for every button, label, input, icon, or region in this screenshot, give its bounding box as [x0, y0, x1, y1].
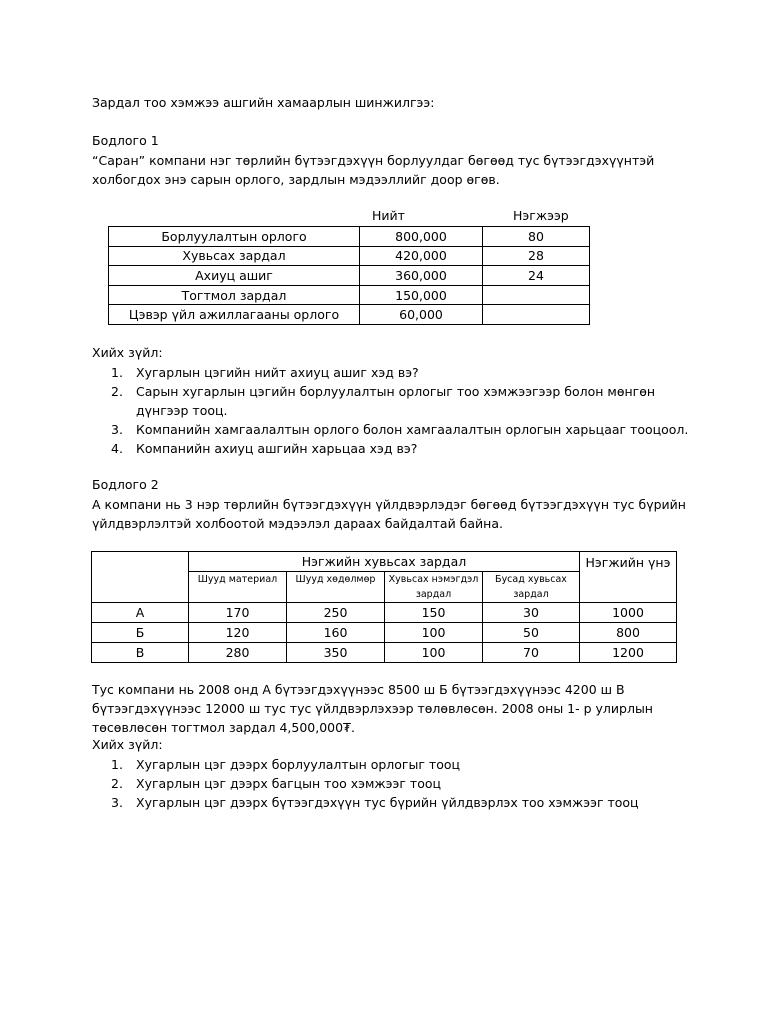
- row-label: Борлуулалтын орлого: [109, 227, 360, 247]
- row-total: 420,000: [360, 246, 483, 266]
- row-unit: 80: [483, 227, 590, 247]
- list-item: 4. Компанийн ахиуц ашгийн харьцаа хэд вэ?: [111, 441, 418, 456]
- product-name: В: [92, 643, 189, 663]
- table-row: [92, 603, 677, 623]
- row-total: 60,000: [360, 305, 483, 325]
- problem-1-intro: [92, 151, 654, 189]
- row-total: 150,000: [360, 285, 483, 305]
- problem-2-intro: [92, 495, 686, 533]
- cell-value: 100: [385, 623, 483, 643]
- list-item: 1. Хугарлын цэг дээрх борлуулалтын орлогыг тооц: [111, 757, 460, 772]
- table-row: [92, 643, 677, 663]
- row-unit: [483, 285, 590, 305]
- row-unit: 24: [483, 266, 590, 286]
- row-label: Хувьсах зардал: [109, 246, 360, 266]
- row-total: 800,000: [360, 227, 483, 247]
- problem-2-intro-line-2: үйлдвэрлэлтэй холбоотой мэдээлэл дараах байдалтай байна.: [92, 516, 503, 531]
- table-row: [109, 266, 590, 286]
- problem-2-task-heading: Хийх зүйл:: [92, 737, 163, 752]
- cell-price: 1200: [580, 643, 677, 663]
- list-item: 1. Хугарлын цэгийн нийт ахиуц ашиг хэд вэ?: [111, 365, 419, 380]
- problem-1-intro-line-1: “Саран” компани нэг төрлийн бүтээгдэхүүн борлуулдаг бөгөөд тус бүтээгдэхүүнтэй: [92, 153, 655, 168]
- row-total: 360,000: [360, 266, 483, 286]
- subheader-direct-material: Шууд материал: [189, 572, 287, 603]
- problem-2-heading: Бодлого 2: [92, 477, 159, 492]
- problem-2-intro-line-1: А компани нь 3 нэр төрлийн бүтээгдэхүүн үйлдвэрлэдэг бөгөөд бүтээгдэхүүн тус бүрийн: [92, 497, 686, 512]
- product-name: Б: [92, 623, 189, 643]
- cell-value: 150: [385, 603, 483, 623]
- row-unit: [483, 305, 590, 325]
- group-header: Нэгжийн хувьсах зардал: [189, 552, 580, 572]
- subheader-other-variable: Бусад хувьсах зардал: [483, 572, 580, 603]
- column-header-total: Нийт: [372, 208, 405, 223]
- row-label: Ахиуц ашиг: [109, 266, 360, 286]
- table-row: [109, 285, 590, 305]
- cell-price: 800: [580, 623, 677, 643]
- cell-value: 100: [385, 643, 483, 663]
- problem-1-task-heading: Хийх зүйл:: [92, 345, 163, 360]
- problem-1-heading: Бодлого 1: [92, 133, 159, 148]
- problem-2-body: [92, 680, 653, 737]
- header-blank: [92, 552, 189, 603]
- subheader-variable-overhead: Хувьсах нэмэгдэл зардал: [385, 572, 483, 603]
- cell-value: 120: [189, 623, 287, 643]
- list-item: 2. Хугарлын цэг дээрх багцын тоо хэмжээг тооц: [111, 776, 442, 791]
- subheader-direct-labor: Шууд хөдөлмөр: [287, 572, 385, 603]
- problem-1-task-list: [111, 363, 688, 458]
- row-label: Цэвэр үйл ажиллагааны орлого: [109, 305, 360, 325]
- header-row: [92, 552, 677, 572]
- product-name: А: [92, 603, 189, 623]
- list-item: 3. Хугарлын цэг дээрх бүтээгдэхүүн тус бүрийн үйлдвэрлэх тоо хэмжээг тооц: [111, 795, 639, 810]
- table-row: [109, 305, 590, 325]
- cell-price: 1000: [580, 603, 677, 623]
- cell-value: 160: [287, 623, 385, 643]
- table-row: [92, 623, 677, 643]
- list-item-continuation: дүнгээр тооц.: [136, 403, 228, 418]
- row-unit: 28: [483, 246, 590, 266]
- row-label: Тогтмол зардал: [109, 285, 360, 305]
- table-row: [109, 227, 590, 247]
- document-title: Зардал тоо хэмжээ ашгийн хамаарлын шинжилгээ:: [92, 95, 435, 110]
- cell-value: 50: [483, 623, 580, 643]
- unit-cost-table: [91, 551, 677, 663]
- problem-2-task-list: [111, 755, 639, 812]
- cell-value: 30: [483, 603, 580, 623]
- list-item: 3. Компанийн хамгаалалтын орлого болон хамгаалалтын орлогын харьцааг тооцоол.: [111, 422, 689, 437]
- income-statement-table: [108, 226, 590, 325]
- column-header-unit: Нэгжээр: [513, 208, 569, 223]
- cell-value: 280: [189, 643, 287, 663]
- problem-1-intro-line-2: холбогдох энэ сарын орлого, зардлын мэдээллийг доор өгөв.: [92, 172, 500, 187]
- cell-value: 350: [287, 643, 385, 663]
- price-header: Нэгжийн үнэ: [580, 552, 677, 603]
- cell-value: 170: [189, 603, 287, 623]
- cell-value: 250: [287, 603, 385, 623]
- list-item: 2. Сарын хугарлын цэгийн борлуулалтын орлогыг тоо хэмжээгээр болон мөнгөн: [111, 384, 656, 399]
- problem-2-body-line-2: бүтээгдэхүүнээс 12000 ш тус тус үйлдвэрлэхээр төлөвлөсөн. 2008 оны 1- р улирлын: [92, 701, 653, 716]
- table-row: [109, 246, 590, 266]
- problem-2-body-line-3: төсөвлөсөн тогтмол зардал 4,500,000₮.: [92, 720, 355, 735]
- cell-value: 70: [483, 643, 580, 663]
- problem-2-body-line-1: Тус компани нь 2008 онд А бүтээгдэхүүнээс 8500 ш Б бүтээгдэхүүнээс 4200 ш В: [92, 682, 625, 697]
